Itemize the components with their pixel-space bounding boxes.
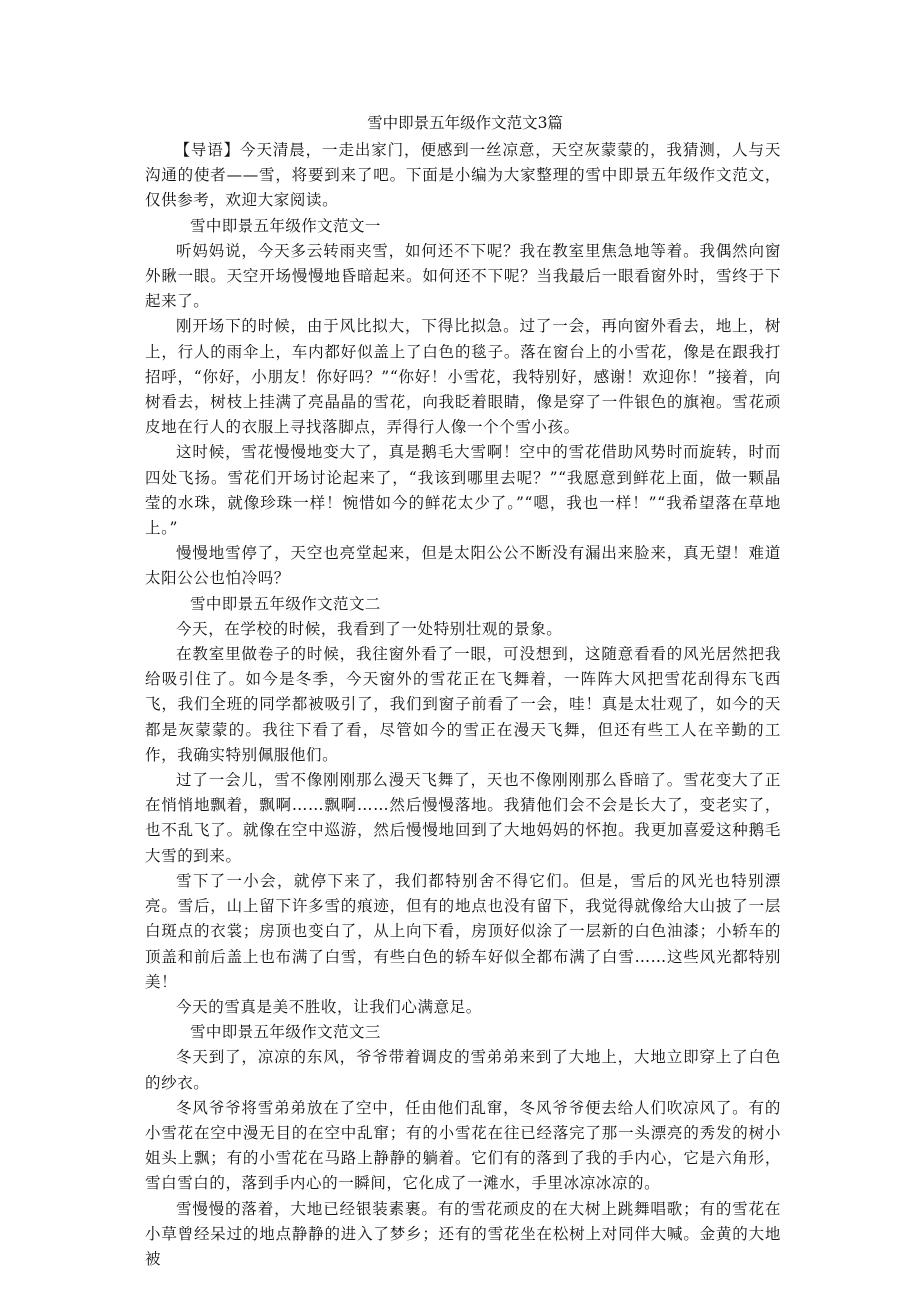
essay1-heading: 雪中即景五年级作文范文一 [189, 216, 381, 235]
essay2-paragraph-3: 过了一会儿，雪不像刚刚那么漫天飞舞了，天也不像刚刚那么昏暗了。雪花变大了正在悄悄地飘着，飘啊……飘啊……然后慢慢落地。我猜他们会不会是长大了，变老实了，也不乱飞了。就像在空中巡游，然后慢慢地回到了大地妈妈的怀抱。我更加喜爱这种鹅毛大雪的到来。 [145, 771, 781, 865]
essay1-paragraph-1: 听妈妈说，今天多云转雨夹雪，如何还不下呢？我在教室里焦急地等着。我偶然向窗外瞅一眼。天空开场慢慢地昏暗起来。如何还不下呢？当我最后一眼看窗外时，雪终于下起来了。 [145, 241, 781, 311]
essay2-paragraph-4: 雪下了一小会，就停下来了，我们都特别舍不得它们。但是，雪后的风光也特别漂亮。雪后，山上留下许多雪的痕迹，但有的地点也没有留下，我觉得就像给大山披了一层白斑点的衣裳；房顶也变白了，从上向下看，房顶好似涂了一层新的白色油漆；小轿车的顶盖和前后盖上也布满了白雪，有些白色的轿车好似全都布满了白雪……这些风光都特别美！ [145, 871, 781, 991]
essay2-paragraph-2: 在教室里做卷子的时候，我往窗外看了一眼，可没想到，这随意看看的风光居然把我给吸引住了。如今是冬季，今天窗外的雪花正在飞舞着，一阵阵大风把雪花刮得东飞西飞，我们全班的同学都被吸引了，我们到窗子前看了一会，哇！真是太壮观了，如今的天都是灰蒙蒙的。我往下看了看，尽管如今的雪正在漫天飞舞，但还有些工人在辛勤的工作，我确实特别佩服他们。 [145, 645, 781, 764]
document-page [145, 108, 781, 1272]
essay3-heading: 雪中即景五年级作文范文三 [189, 1023, 381, 1042]
essay2-paragraph-1: 今天，在学校的时候，我看到了一处特别壮观的景象。 [176, 619, 563, 638]
essay1-paragraph-4: 慢慢地雪停了，天空也亮堂起来，但是太阳公公不断没有漏出来脸来，真无望！难道太阳公公也怕冷吗？ [145, 544, 781, 588]
essay1-paragraph-2: 刚开场下的时候，由于风比拟大，下得比拟急。过了一会，再向窗外看去，地上，树上，行人的雨伞上，车内都好似盖上了白色的毯子。落在窗台上的小雪花，像是在跟我打招呼，“你好，小朋友！你好吗？”“你好！小雪花，我特别好，感谢！欢迎你！”接着，向树看去，树枝上挂满了亮晶晶的雪花，向我眨着眼睛，像是穿了一件银色的旗袍。雪花顽皮地在行人的衣服上寻找落脚点，弄得行人像一个个雪小孩。 [145, 317, 781, 437]
essay2-heading: 雪中即景五年级作文范文二 [189, 594, 381, 613]
essay2-paragraph-5: 今天的雪真是美不胜收，让我们心满意足。 [176, 997, 482, 1016]
document-title: 雪中即景五年级作文范文3篇 [367, 114, 563, 132]
essay3-paragraph-3: 雪慢慢的落着，大地已经银装素裹。有的雪花顽皮的在大树上跳舞唱歌；有的雪花在小草曾经呆过的地点静静的进入了梦乡；还有的雪花坐在松树上对同伴大喊。金黄的大地被 [145, 1199, 781, 1268]
essay3-paragraph-2: 冬风爷爷将雪弟弟放在了空中，任由他们乱窜，冬风爷爷便去给人们吹凉风了。有的小雪花在空中漫无目的在空中乱窜；有的小雪花在往已经落完了那一头漂亮的秀发的树小姐头上飘；有的小雪花在马路上静静的躺着。它们有的落到了我的手内心，它是六角形，雪白雪白的，落到手内心的一瞬间，它化成了一滩水，手里冰凉冰凉的。 [145, 1098, 781, 1193]
essay3-paragraph-1: 冬天到了，凉凉的东风，爷爷带着调皮的雪弟弟来到了大地上，大地立即穿上了白色的纱衣。 [145, 1048, 781, 1092]
essay1-paragraph-3: 这时候，雪花慢慢地变大了，真是鹅毛大雪啊！空中的雪花借助风势时而旋转，时而四处飞扬。雪花们开场讨论起来了，“我该到哪里去呢？”“我愿意到鲜花上面，做一颗晶莹的水珠，就像珍珠一样！惋惜如今的鲜花太少了。”“嗯，我也一样！”“我希望落在草地上。” [145, 443, 781, 538]
intro-paragraph: 【导语】今天清晨，一走出家门，便感到一丝凉意，天空灰蒙蒙的，我猜测，人与天沟通的使者——雪，将要到来了吧。下面是小编为大家整理的雪中即景五年级作文范文，仅供参考，欢迎大家阅读。 [145, 141, 781, 210]
